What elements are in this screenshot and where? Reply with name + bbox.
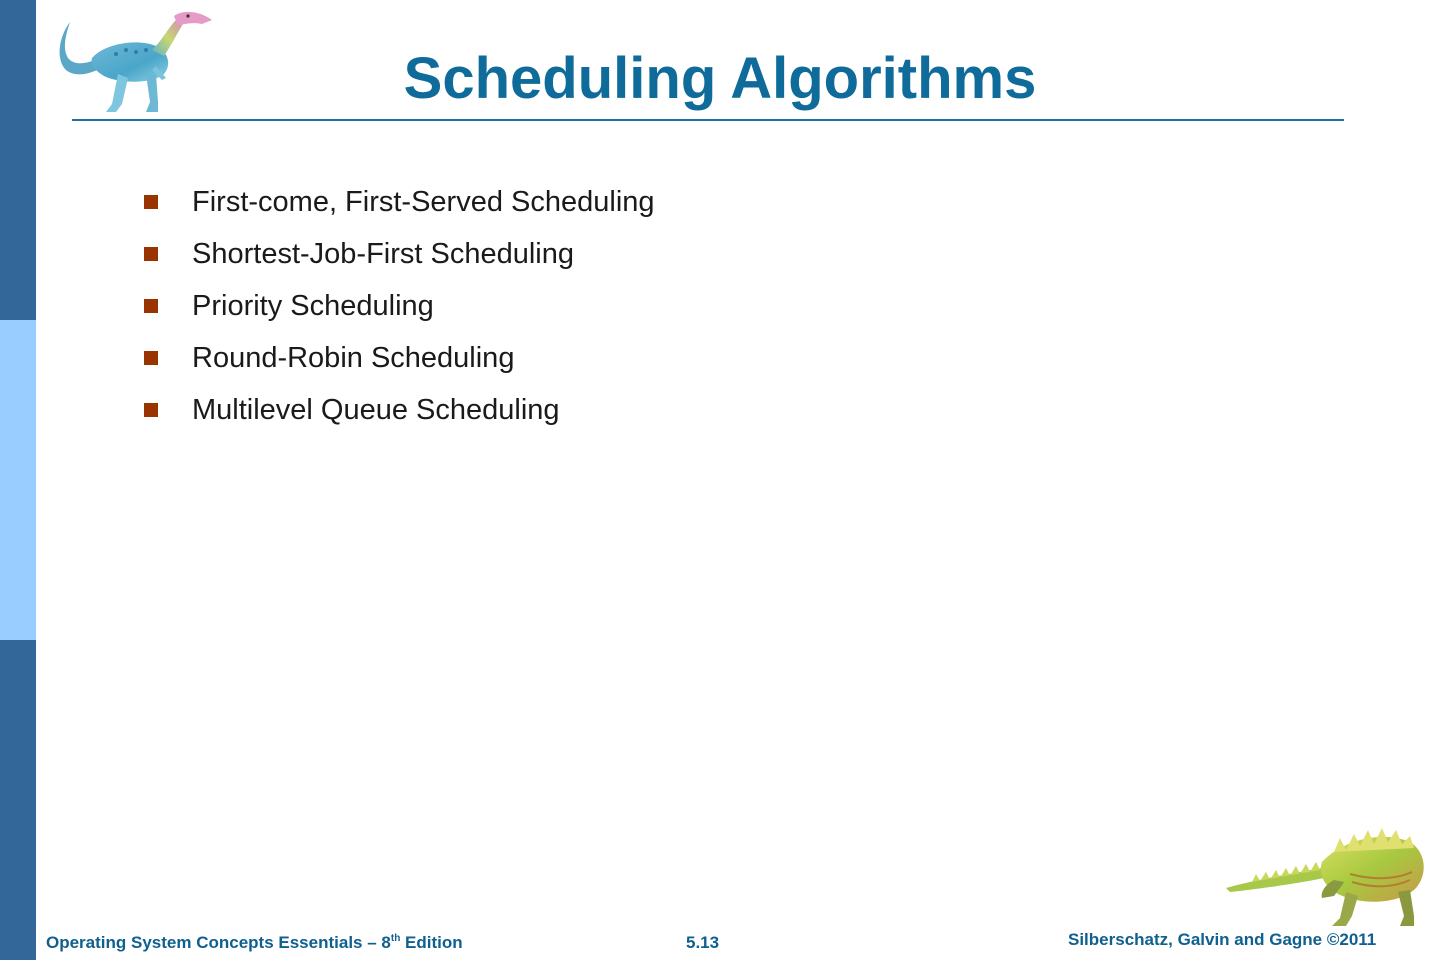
square-bullet-icon bbox=[144, 403, 158, 417]
bullet-item bbox=[140, 384, 655, 436]
sidebar-band-bottom bbox=[0, 640, 36, 960]
square-bullet-icon bbox=[144, 247, 158, 261]
footer-book-title-suffix: Edition bbox=[400, 933, 463, 952]
bullet-text: Priority Scheduling bbox=[192, 289, 434, 322]
footer-book-title-main: Operating System Concepts Essentials – 8 bbox=[46, 933, 391, 952]
page-number: 5.13 bbox=[686, 933, 720, 952]
footer-book-title-superscript: th bbox=[390, 933, 401, 944]
bullet-item bbox=[140, 332, 655, 384]
slide-title: Scheduling Algorithms bbox=[403, 46, 1037, 111]
bullet-text: Multilevel Queue Scheduling bbox=[192, 393, 560, 426]
footer-copyright: Silberschatz, Galvin and Gagne ©2011 bbox=[1068, 930, 1377, 949]
bullet-text: Round-Robin Scheduling bbox=[192, 341, 515, 374]
square-bullet-icon bbox=[144, 351, 158, 365]
title-underline bbox=[72, 119, 1344, 121]
bullet-item bbox=[140, 280, 655, 332]
bullet-list bbox=[140, 176, 655, 436]
bullet-item bbox=[140, 176, 655, 228]
bullet-item bbox=[140, 228, 655, 280]
bullet-text: Shortest-Job-First Scheduling bbox=[192, 237, 574, 270]
square-bullet-icon bbox=[144, 299, 158, 313]
square-bullet-icon bbox=[144, 195, 158, 209]
bullet-text: First-come, First-Served Scheduling bbox=[192, 185, 655, 218]
sidebar-band-middle bbox=[0, 320, 36, 640]
footer-book-title bbox=[46, 933, 463, 953]
dinosaur-logo-bottom bbox=[1222, 822, 1432, 932]
